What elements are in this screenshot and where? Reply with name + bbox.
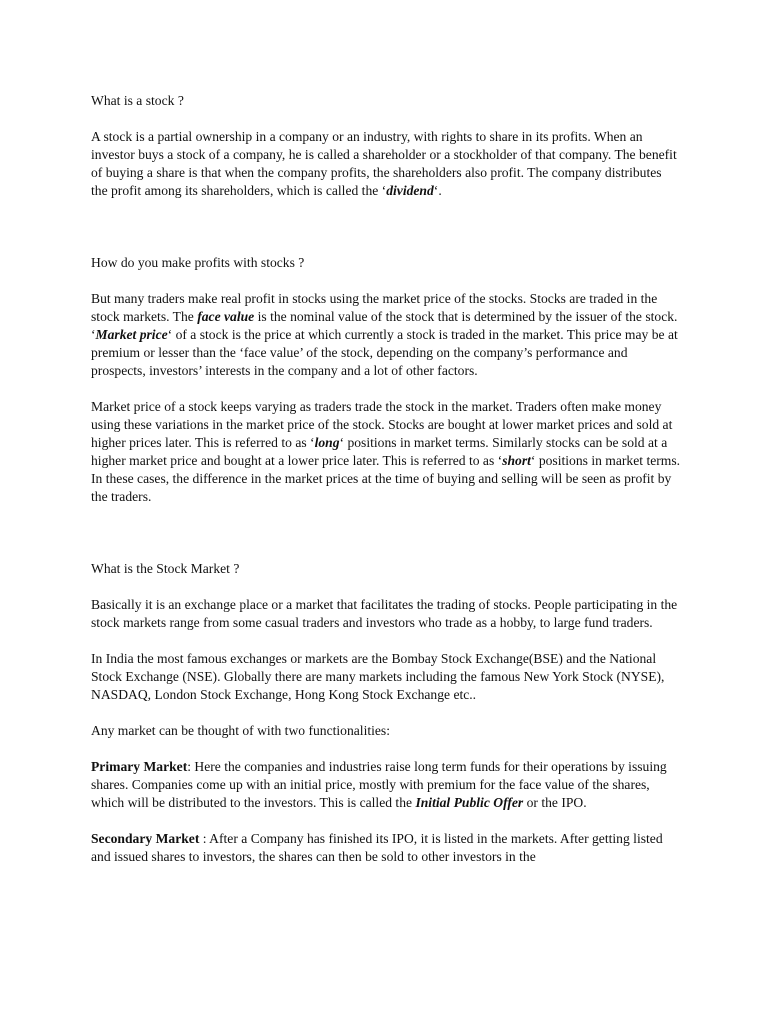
paragraph-india-exchanges: In India the most famous exchanges or markets are the Bombay Stock Exchange(BSE) and the National Stock Exchange (NSE). Globally there are many markets including the famous New York Stock (NYSE), NASDAQ, London Stock Exchange, Hong Kong Stock Exchange etc.. — [91, 651, 665, 702]
document-page — [91, 92, 681, 866]
term-ipo: Initial Public Offer — [415, 795, 524, 810]
text-run: : Here the companies and industries raise long term funds for their operations by issuing shares. Companies come up with an initial price, mostly with premium for the face value of the shares, which will be distributed to the investors. This is called the — [91, 759, 667, 810]
text-run: ‘. — [433, 183, 442, 198]
text-run: ‘ of a stock is the price at which currently a stock is traded in the market. This price may be at premium or lesser than the ‘face value’ of the stock, depending on the company’s performance and prospects, investors’ interests in the company and a lot of other factors. — [91, 327, 678, 378]
term-dividend: dividend — [386, 183, 434, 198]
heading-what-is-stock: What is a stock ? — [91, 93, 184, 108]
paragraph-secondary-market — [91, 830, 681, 866]
heading-make-profits: How do you make profits with stocks ? — [91, 255, 305, 270]
text-run: Market price of a stock keeps varying as traders trade the stock in the market. Traders often make money using these variations in the market price of the stock. Stocks are bought at lower market prices and sold at higher prices later. This is referred to as ‘ — [91, 399, 673, 450]
text-run: : After a Company has finished its IPO, it is listed in the markets. After getting listed and issued shares to investors, the shares can then be sold to other investors in the — [91, 831, 663, 864]
term-face-value: face value — [197, 309, 255, 324]
text-run: ‘ positions in market terms. Similarly stocks can be sold at a higher market price and bought at a lower price later. This is referred to as ‘ — [91, 435, 668, 468]
term-secondary-market: Secondary Market — [91, 831, 200, 846]
paragraph-primary-market — [91, 758, 681, 812]
text-run: is the nominal value of the stock that is determined by the issuer of the stock. ‘ — [91, 309, 678, 342]
paragraph-long-short — [91, 398, 681, 506]
text-run: A stock is a partial ownership in a company or an industry, with rights to share in its profits. When an investor buys a stock of a company, he is called a shareholder or a stockholder of that company. The benefit of buying a share is that when the company profits, the shareholders also profit. The company distributes the profit among its shareholders, which is called the ‘ — [91, 129, 677, 198]
text-run: ‘ positions in market terms. In these cases, the difference in the market prices at the time of buying and selling will be seen as profit by the traders. — [91, 453, 681, 504]
paragraph-two-functionalities: Any market can be thought of with two functionalities: — [91, 723, 390, 738]
paragraph-stock-definition — [91, 128, 681, 200]
heading-stock-market: What is the Stock Market ? — [91, 561, 240, 576]
paragraph-exchange-place: Basically it is an exchange place or a market that facilitates the trading of stocks. People participating in the stock markets range from some casual traders and investors who trade as a hobby, to large fund traders. — [91, 597, 678, 630]
term-short: short — [502, 453, 531, 468]
term-market-price: Market price — [95, 327, 168, 342]
paragraph-market-price — [91, 290, 681, 380]
term-long: long — [314, 435, 340, 450]
text-run: or the IPO. — [523, 795, 587, 810]
text-run: But many traders make real profit in stocks using the market price of the stocks. Stocks are traded in the stock markets. The — [91, 291, 658, 324]
term-primary-market: Primary Market — [91, 759, 188, 774]
